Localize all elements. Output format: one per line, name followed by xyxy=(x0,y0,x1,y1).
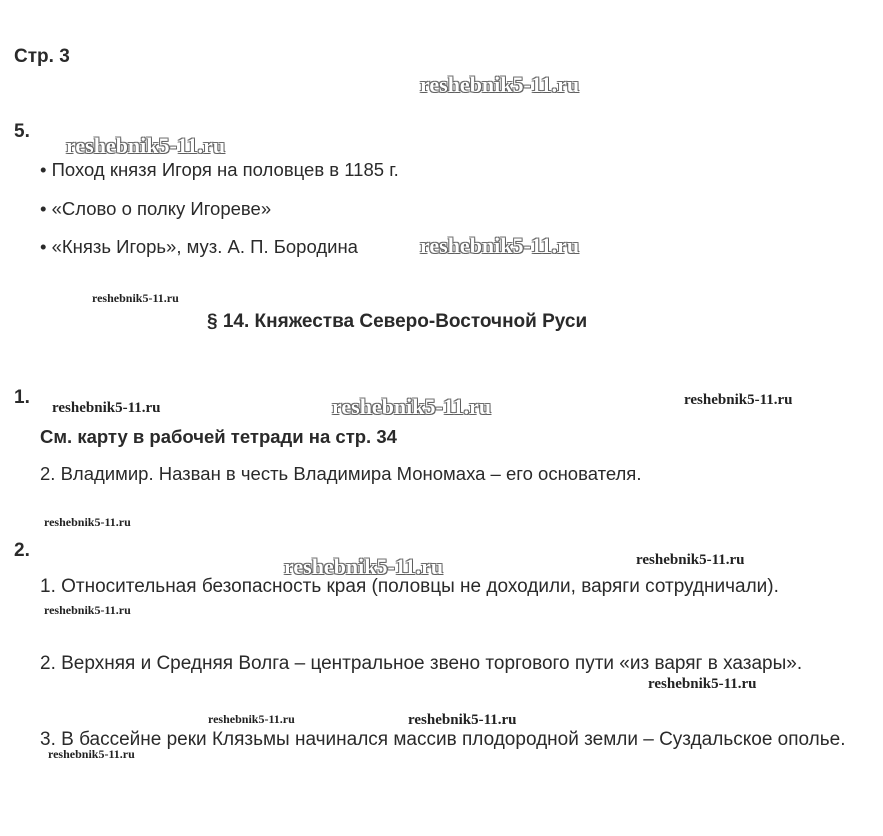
task5-bullet-2: • «Слово о полку Игореве» xyxy=(40,198,272,219)
page-label: Стр. 3 xyxy=(14,46,70,67)
task2-item-1: 1. Относительная безопасность края (половцы не доходили, варяги сотрудничали). xyxy=(40,576,779,597)
watermark: reshebnik5-11.ru xyxy=(648,676,757,692)
watermark: reshebnik5-11.ru xyxy=(48,747,135,761)
task5-bullet-1: • Поход князя Игоря на половцев в 1185 г. xyxy=(40,159,399,180)
watermark: reshebnik5-11.ru xyxy=(44,515,131,529)
task2-item-2: 2. Верхняя и Средняя Волга – центральное звено торгового пути «из варяг в хазары». xyxy=(40,653,803,674)
watermark: reshebnik5-11.ru xyxy=(420,72,580,97)
task5-number: 5. xyxy=(14,121,30,142)
watermark: reshebnik5-11.ru xyxy=(44,603,131,617)
watermark: reshebnik5-11.ru xyxy=(208,712,295,726)
watermark: reshebnik5-11.ru xyxy=(636,552,745,568)
section-title: § 14. Княжества Северо-Восточной Руси xyxy=(207,311,588,332)
task1-line1: См. карту в рабочей тетради на стр. 34 xyxy=(40,426,397,447)
task5-bullet-3: • «Князь Игорь», муз. А. П. Бородина xyxy=(40,236,358,257)
watermark: reshebnik5-11.ru xyxy=(332,394,492,419)
task1-number: 1. xyxy=(14,387,30,408)
watermark: reshebnik5-11.ru xyxy=(66,133,226,158)
watermark: reshebnik5-11.ru xyxy=(284,554,444,579)
task1-line2: 2. Владимир. Назван в честь Владимира Мономаха – его основателя. xyxy=(40,463,642,484)
watermark: reshebnik5-11.ru xyxy=(92,291,179,305)
task2-item-3: 3. В бассейне реки Клязьмы начинался массив плодородной земли – Суздальское ополье. xyxy=(40,729,846,750)
watermark: reshebnik5-11.ru xyxy=(408,712,517,728)
task2-number: 2. xyxy=(14,540,30,561)
watermark: reshebnik5-11.ru xyxy=(684,392,793,408)
watermark: reshebnik5-11.ru xyxy=(52,400,161,416)
watermark: reshebnik5-11.ru xyxy=(420,233,580,258)
